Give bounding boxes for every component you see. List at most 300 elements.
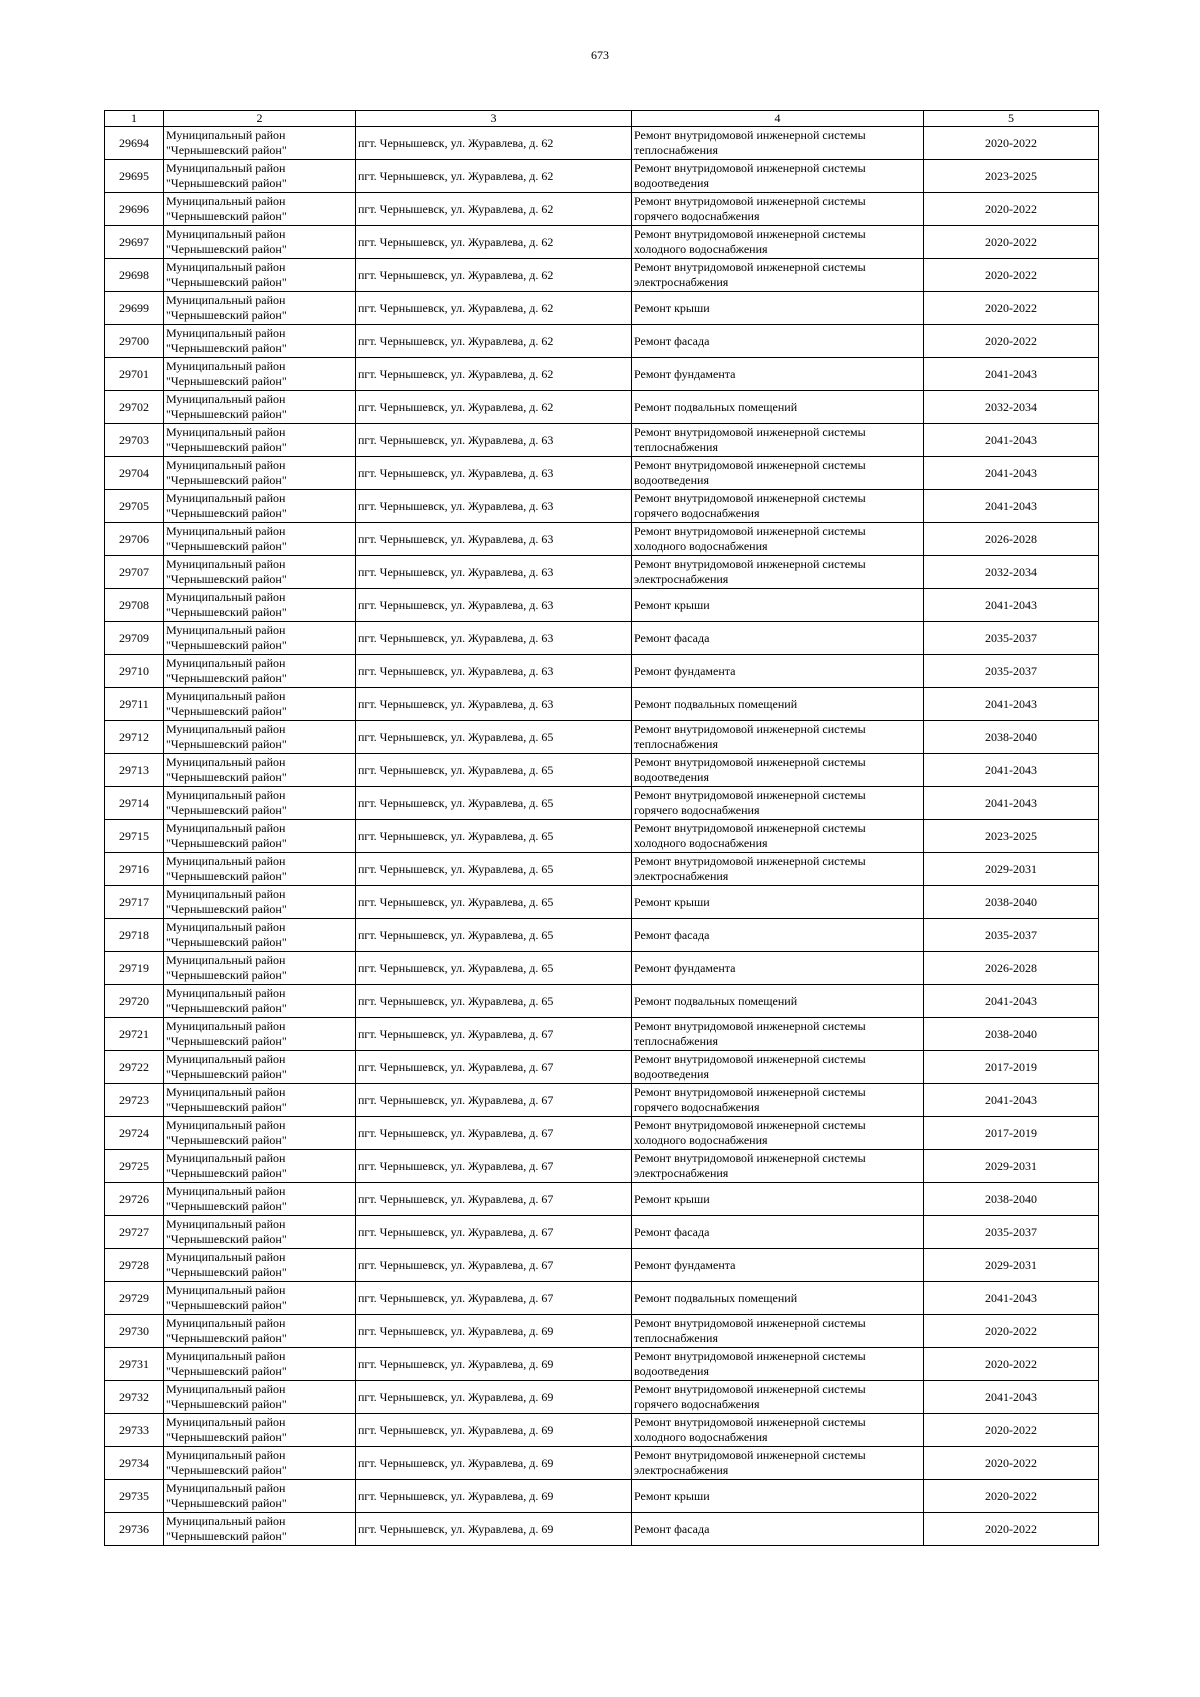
row-number-cell: 29728 [105,1249,164,1282]
municipality-cell [164,853,356,886]
address-cell: пгт. Чернышевск, ул. Журавлева, д. 67 [356,1216,632,1249]
period-cell: 2026-2028 [924,952,1099,985]
municipality-cell [164,985,356,1018]
work-type-line-1: Ремонт внутридомовой инженерной системы [634,854,866,868]
work-type-line-1: Ремонт внутридомовой инженерной системы [634,557,866,571]
row-number-cell: 29734 [105,1447,164,1480]
municipality-line-1: Муниципальный район [166,755,286,769]
address-cell: пгт. Чернышевск, ул. Журавлева, д. 63 [356,556,632,589]
row-number-cell: 29696 [105,193,164,226]
work-type-line-1: Ремонт фасада [634,927,710,942]
address-cell: пгт. Чернышевск, ул. Журавлева, д. 65 [356,787,632,820]
municipality-cell [164,919,356,952]
table-row [105,490,1099,523]
municipality-cell [164,457,356,490]
work-type-cell [632,259,924,292]
work-type-line-1: Ремонт внутридомовой инженерной системы [634,1349,866,1363]
table-row [105,424,1099,457]
table-row [105,589,1099,622]
municipality-line-1: Муниципальный район [166,194,286,208]
table-row [105,787,1099,820]
municipality-line-2: "Чернышевский район" [166,572,287,586]
work-type-line-2: холодного водоснабжения [634,1430,768,1444]
work-type-line-1: Ремонт внутридомовой инженерной системы [634,1316,866,1330]
work-type-line-2: горячего водоснабжения [634,1397,760,1411]
municipality-line-1: Муниципальный район [166,1118,286,1132]
address-cell: пгт. Чернышевск, ул. Журавлева, д. 65 [356,754,632,787]
work-type-line-2: холодного водоснабжения [634,539,768,553]
work-type-cell [632,655,924,688]
address-cell: пгт. Чернышевск, ул. Журавлева, д. 69 [356,1513,632,1546]
work-type-line-2: теплоснабжения [634,440,718,454]
table-row [105,1513,1099,1546]
municipality-line-1: Муниципальный район [166,1283,286,1297]
row-number-cell: 29707 [105,556,164,589]
work-type-line-1: Ремонт крыши [634,894,710,909]
period-cell: 2035-2037 [924,622,1099,655]
period-cell: 2020-2022 [924,325,1099,358]
address-cell: пгт. Чернышевск, ул. Журавлева, д. 69 [356,1480,632,1513]
municipality-line-1: Муниципальный район [166,557,286,571]
period-cell: 2038-2040 [924,1183,1099,1216]
work-type-cell [632,1480,924,1513]
address-cell: пгт. Чернышевск, ул. Журавлева, д. 65 [356,820,632,853]
municipality-line-2: "Чернышевский район" [166,869,287,883]
table-row [105,622,1099,655]
work-type-line-1: Ремонт внутридомовой инженерной системы [634,161,866,175]
municipality-line-1: Муниципальный район [166,821,286,835]
period-cell: 2020-2022 [924,259,1099,292]
work-type-cell [632,853,924,886]
address-cell: пгт. Чернышевск, ул. Журавлева, д. 63 [356,622,632,655]
table-row [105,721,1099,754]
work-type-line-2: водоотведения [634,770,709,784]
work-type-cell [632,226,924,259]
work-type-line-1: Ремонт фундамента [634,1257,736,1272]
municipality-line-2: "Чернышевский район" [166,1496,287,1510]
table-row [105,1348,1099,1381]
municipality-line-1: Муниципальный район [166,953,286,967]
work-type-line-1: Ремонт фундамента [634,366,736,381]
work-type-line-2: электроснабжения [634,869,729,883]
municipality-line-2: "Чернышевский район" [166,1364,287,1378]
municipality-line-2: "Чернышевский район" [166,506,287,520]
work-type-line-1: Ремонт внутридомовой инженерной системы [634,755,866,769]
municipality-line-2: "Чернышевский район" [166,1397,287,1411]
municipality-line-2: "Чернышевский район" [166,1463,287,1477]
row-number-cell: 29699 [105,292,164,325]
work-type-cell [632,1117,924,1150]
row-number-cell: 29731 [105,1348,164,1381]
row-number-cell: 29726 [105,1183,164,1216]
table-row [105,1480,1099,1513]
work-type-cell [632,424,924,457]
municipality-line-2: "Чернышевский район" [166,770,287,784]
municipality-line-2: "Чернышевский район" [166,935,287,949]
municipality-line-2: "Чернышевский район" [166,176,287,190]
municipality-cell [164,886,356,919]
table-body [105,111,1099,1546]
period-cell: 2035-2037 [924,655,1099,688]
work-type-cell [632,721,924,754]
work-type-cell [632,886,924,919]
period-cell: 2020-2022 [924,1414,1099,1447]
address-cell: пгт. Чернышевск, ул. Журавлева, д. 63 [356,424,632,457]
table-row [105,886,1099,919]
period-cell: 2041-2043 [924,787,1099,820]
municipality-line-2: "Чернышевский район" [166,1232,287,1246]
work-type-line-1: Ремонт внутридомовой инженерной системы [634,1118,866,1132]
address-cell: пгт. Чернышевск, ул. Журавлева, д. 62 [356,226,632,259]
municipality-line-2: "Чернышевский район" [166,209,287,223]
period-cell: 2020-2022 [924,1513,1099,1546]
table-row [105,1216,1099,1249]
address-cell: пгт. Чернышевск, ул. Журавлева, д. 65 [356,853,632,886]
work-type-line-2: горячего водоснабжения [634,1100,760,1114]
period-cell: 2017-2019 [924,1117,1099,1150]
table-row [105,1084,1099,1117]
work-type-cell [632,589,924,622]
address-cell: пгт. Чернышевск, ул. Журавлева, д. 63 [356,490,632,523]
municipality-line-2: "Чернышевский район" [166,374,287,388]
period-cell: 2020-2022 [924,1315,1099,1348]
municipality-cell [164,1480,356,1513]
work-type-cell [632,1249,924,1282]
row-number-cell: 29712 [105,721,164,754]
municipality-cell [164,1183,356,1216]
table-row [105,1183,1099,1216]
table-row [105,688,1099,721]
work-type-cell [632,622,924,655]
period-cell: 2029-2031 [924,1249,1099,1282]
work-type-line-1: Ремонт подвальных помещений [634,993,798,1008]
work-type-line-2: горячего водоснабжения [634,803,760,817]
work-type-line-1: Ремонт внутридомовой инженерной системы [634,1151,866,1165]
municipality-line-1: Муниципальный район [166,491,286,505]
table-row [105,1117,1099,1150]
row-number-cell: 29701 [105,358,164,391]
municipality-line-1: Муниципальный район [166,887,286,901]
municipality-line-1: Муниципальный район [166,920,286,934]
table-row [105,919,1099,952]
address-cell: пгт. Чернышевск, ул. Журавлева, д. 67 [356,1150,632,1183]
period-cell: 2020-2022 [924,226,1099,259]
work-type-cell [632,490,924,523]
work-type-cell [632,325,924,358]
work-type-line-2: водоотведения [634,176,709,190]
municipality-cell [164,1249,356,1282]
row-number-cell: 29694 [105,127,164,160]
address-cell: пгт. Чернышевск, ул. Журавлева, д. 65 [356,721,632,754]
period-cell: 2041-2043 [924,424,1099,457]
table-row [105,1381,1099,1414]
municipality-line-1: Муниципальный район [166,1250,286,1264]
municipality-line-2: "Чернышевский район" [166,902,287,916]
work-type-cell [632,1051,924,1084]
municipality-line-1: Муниципальный район [166,425,286,439]
row-number-cell: 29730 [105,1315,164,1348]
address-cell: пгт. Чернышевск, ул. Журавлева, д. 62 [356,160,632,193]
row-number-cell: 29720 [105,985,164,1018]
work-type-cell [632,358,924,391]
work-type-line-2: водоотведения [634,1364,709,1378]
table-row [105,457,1099,490]
row-number-cell: 29727 [105,1216,164,1249]
municipality-line-2: "Чернышевский район" [166,968,287,982]
header-cell-4: 4 [632,111,924,127]
period-cell: 2038-2040 [924,1018,1099,1051]
municipality-line-1: Муниципальный район [166,458,286,472]
municipality-line-2: "Чернышевский район" [166,407,287,421]
work-type-line-2: теплоснабжения [634,143,718,157]
period-cell: 2020-2022 [924,1348,1099,1381]
work-type-cell [632,1381,924,1414]
address-cell: пгт. Чернышевск, ул. Журавлева, д. 67 [356,1183,632,1216]
period-cell: 2020-2022 [924,1480,1099,1513]
municipality-line-2: "Чернышевский район" [166,1331,287,1345]
work-type-line-1: Ремонт внутридомовой инженерной системы [634,1448,866,1462]
row-number-cell: 29729 [105,1282,164,1315]
row-number-cell: 29709 [105,622,164,655]
work-type-line-1: Ремонт подвальных помещений [634,399,798,414]
row-number-cell: 29706 [105,523,164,556]
municipality-line-2: "Чернышевский район" [166,1529,287,1543]
municipality-line-2: "Чернышевский район" [166,308,287,322]
municipality-line-2: "Чернышевский район" [166,1265,287,1279]
municipality-line-1: Муниципальный район [166,293,286,307]
row-number-cell: 29718 [105,919,164,952]
municipality-cell [164,523,356,556]
work-type-cell [632,556,924,589]
municipality-line-2: "Чернышевский район" [166,1100,287,1114]
municipality-cell [164,1051,356,1084]
municipality-line-2: "Чернышевский район" [166,836,287,850]
municipality-line-2: "Чернышевский район" [166,341,287,355]
municipality-cell [164,259,356,292]
work-type-line-1: Ремонт внутридомовой инженерной системы [634,1019,866,1033]
period-cell: 2041-2043 [924,985,1099,1018]
row-number-cell: 29710 [105,655,164,688]
municipality-cell [164,1018,356,1051]
municipality-line-1: Муниципальный район [166,1052,286,1066]
address-cell: пгт. Чернышевск, ул. Журавлева, д. 69 [356,1348,632,1381]
municipality-cell [164,1084,356,1117]
row-number-cell: 29714 [105,787,164,820]
row-number-cell: 29700 [105,325,164,358]
period-cell: 2035-2037 [924,1216,1099,1249]
municipality-line-2: "Чернышевский район" [166,275,287,289]
work-type-cell [632,1150,924,1183]
row-number-cell: 29697 [105,226,164,259]
work-type-cell [632,1315,924,1348]
work-type-line-1: Ремонт крыши [634,597,710,612]
work-type-line-1: Ремонт внутридомовой инженерной системы [634,194,866,208]
municipality-line-2: "Чернышевский район" [166,638,287,652]
municipality-line-2: "Чернышевский район" [166,1298,287,1312]
address-cell: пгт. Чернышевск, ул. Журавлева, д. 67 [356,1282,632,1315]
municipality-cell [164,820,356,853]
address-cell: пгт. Чернышевск, ул. Журавлева, д. 67 [356,1051,632,1084]
period-cell: 2038-2040 [924,721,1099,754]
row-number-cell: 29703 [105,424,164,457]
period-cell: 2041-2043 [924,754,1099,787]
municipality-line-2: "Чернышевский район" [166,605,287,619]
municipality-line-2: "Чернышевский район" [166,1034,287,1048]
table-row [105,325,1099,358]
row-number-cell: 29704 [105,457,164,490]
work-type-line-2: горячего водоснабжения [634,209,760,223]
table-row [105,556,1099,589]
work-type-line-2: электроснабжения [634,1166,729,1180]
municipality-cell [164,226,356,259]
municipality-line-2: "Чернышевский район" [166,737,287,751]
table-row [105,226,1099,259]
municipality-line-1: Муниципальный район [166,656,286,670]
period-cell: 2041-2043 [924,490,1099,523]
municipality-line-2: "Чернышевский район" [166,242,287,256]
work-type-line-1: Ремонт внутридомовой инженерной системы [634,821,866,835]
work-type-line-2: теплоснабжения [634,1034,718,1048]
table-row [105,160,1099,193]
municipality-line-1: Муниципальный район [166,1316,286,1330]
municipality-cell [164,127,356,160]
municipality-cell [164,622,356,655]
header-row [105,111,1099,127]
work-type-cell [632,1084,924,1117]
municipality-line-1: Муниципальный район [166,260,286,274]
row-number-cell: 29724 [105,1117,164,1150]
work-type-line-1: Ремонт внутридомовой инженерной системы [634,1415,866,1429]
municipality-line-1: Муниципальный район [166,1481,286,1495]
municipality-cell [164,787,356,820]
period-cell: 2041-2043 [924,1282,1099,1315]
work-type-line-1: Ремонт внутридомовой инженерной системы [634,128,866,142]
table-row [105,655,1099,688]
municipality-line-1: Муниципальный район [166,392,286,406]
address-cell: пгт. Чернышевск, ул. Журавлева, д. 62 [356,259,632,292]
work-type-line-1: Ремонт подвальных помещений [634,1290,798,1305]
municipality-line-1: Муниципальный район [166,1151,286,1165]
address-cell: пгт. Чернышевск, ул. Журавлева, д. 63 [356,589,632,622]
address-cell: пгт. Чернышевск, ул. Журавлева, д. 67 [356,1084,632,1117]
work-type-cell [632,1183,924,1216]
work-type-cell [632,391,924,424]
municipality-line-2: "Чернышевский район" [166,539,287,553]
row-number-cell: 29716 [105,853,164,886]
municipality-cell [164,325,356,358]
row-number-cell: 29736 [105,1513,164,1546]
municipality-cell [164,1315,356,1348]
work-type-line-1: Ремонт фасада [634,630,710,645]
address-cell: пгт. Чернышевск, ул. Журавлева, д. 65 [356,985,632,1018]
address-cell: пгт. Чернышевск, ул. Журавлева, д. 67 [356,1249,632,1282]
municipality-line-1: Муниципальный район [166,788,286,802]
municipality-line-1: Муниципальный район [166,524,286,538]
municipality-cell [164,952,356,985]
work-type-line-1: Ремонт внутридомовой инженерной системы [634,722,866,736]
address-cell: пгт. Чернышевск, ул. Журавлева, д. 62 [356,193,632,226]
work-type-line-2: электроснабжения [634,572,729,586]
municipality-cell [164,589,356,622]
row-number-cell: 29695 [105,160,164,193]
municipality-line-2: "Чернышевский район" [166,1067,287,1081]
municipality-cell [164,391,356,424]
municipality-cell [164,1414,356,1447]
table-row [105,1447,1099,1480]
work-type-cell [632,754,924,787]
work-type-line-1: Ремонт внутридомовой инженерной системы [634,1382,866,1396]
row-number-cell: 29733 [105,1414,164,1447]
table-row [105,1018,1099,1051]
table-row [105,853,1099,886]
municipality-line-2: "Чернышевский район" [166,671,287,685]
work-type-line-2: электроснабжения [634,1463,729,1477]
work-type-cell [632,160,924,193]
table-row [105,1249,1099,1282]
municipality-cell [164,160,356,193]
work-type-line-1: Ремонт подвальных помещений [634,696,798,711]
work-type-line-1: Ремонт фундамента [634,663,736,678]
address-cell: пгт. Чернышевск, ул. Журавлева, д. 65 [356,919,632,952]
work-type-line-2: водоотведения [634,1067,709,1081]
address-cell: пгт. Чернышевск, ул. Журавлева, д. 63 [356,655,632,688]
period-cell: 2029-2031 [924,853,1099,886]
works-table [104,110,1099,1546]
work-type-line-2: холодного водоснабжения [634,836,768,850]
municipality-cell [164,424,356,457]
work-type-line-1: Ремонт внутридомовой инженерной системы [634,524,866,538]
table-row [105,820,1099,853]
municipality-line-1: Муниципальный район [166,1019,286,1033]
work-type-cell [632,952,924,985]
header-cell-5: 5 [924,111,1099,127]
municipality-cell [164,292,356,325]
address-cell: пгт. Чернышевск, ул. Журавлева, д. 69 [356,1414,632,1447]
municipality-line-1: Муниципальный район [166,1382,286,1396]
work-type-line-2: холодного водоснабжения [634,1133,768,1147]
municipality-line-1: Муниципальный район [166,722,286,736]
work-type-line-1: Ремонт фасада [634,333,710,348]
municipality-cell [164,1117,356,1150]
row-number-cell: 29723 [105,1084,164,1117]
municipality-line-2: "Чернышевский район" [166,803,287,817]
municipality-line-2: "Чернышевский район" [166,704,287,718]
work-type-cell [632,985,924,1018]
municipality-line-1: Муниципальный район [166,1448,286,1462]
period-cell: 2041-2043 [924,589,1099,622]
row-number-cell: 29721 [105,1018,164,1051]
period-cell: 2041-2043 [924,688,1099,721]
municipality-line-1: Муниципальный район [166,623,286,637]
work-type-line-1: Ремонт фасада [634,1224,710,1239]
period-cell: 2020-2022 [924,127,1099,160]
work-type-line-1: Ремонт внутридомовой инженерной системы [634,425,866,439]
work-type-cell [632,688,924,721]
table-row [105,1051,1099,1084]
work-type-line-1: Ремонт внутридомовой инженерной системы [634,1052,866,1066]
row-number-cell: 29717 [105,886,164,919]
table-row [105,952,1099,985]
period-cell: 2038-2040 [924,886,1099,919]
table-row [105,391,1099,424]
municipality-cell [164,358,356,391]
work-type-line-2: теплоснабжения [634,737,718,751]
work-type-cell [632,1414,924,1447]
table-row [105,1282,1099,1315]
work-type-line-2: холодного водоснабжения [634,242,768,256]
row-number-cell: 29722 [105,1051,164,1084]
work-type-line-2: теплоснабжения [634,1331,718,1345]
